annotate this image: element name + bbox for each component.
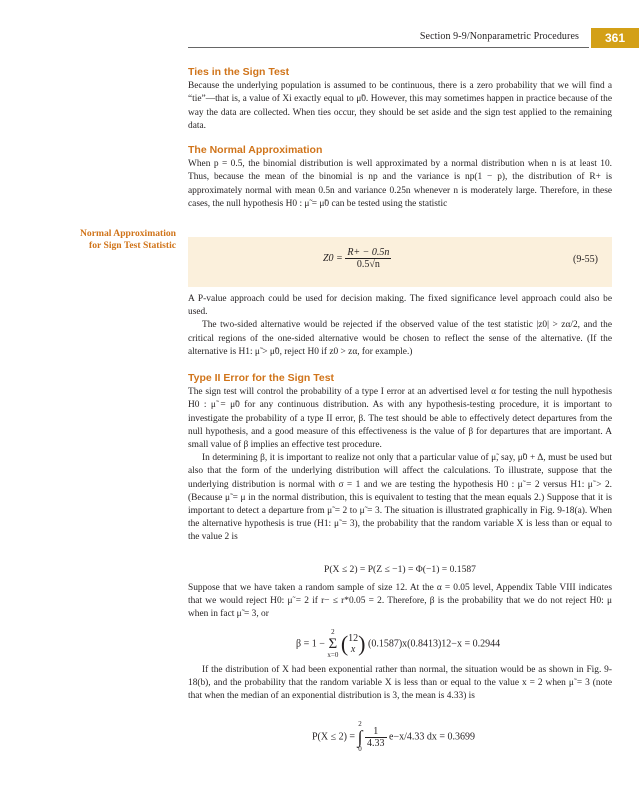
running-header xyxy=(0,28,639,48)
beta-body: (0.1587)x(0.8413)12−x = 0.2944 xyxy=(367,638,501,650)
equation-number: (9-55) xyxy=(573,254,598,265)
normal-section xyxy=(188,144,612,211)
type2-paragraph-1: The sign test will control the probability of a type I error at an advertised level α for testing the null hypothesis H0 : μ̃ = μ̃0 for any continuous distribution. As with any hypothesis-testing procedure, it is important to investigate the probability of a type II error, β. The test should be able to effectively detect departures from the null hypothesis, and a good measure of this effectiveness is the value of β for departures that are important. A small value of β implies an effective test procedure. xyxy=(188,387,612,451)
margin-label-line2: for Sign Test Statistic xyxy=(89,240,176,251)
normal-after-2: The two-sided alternative would be rejected if the observed value of the test statistic |z0| > zα/2, and the critical regions of the one-sided alternative would be chosen to reflect the sense of the alternative. (If the alternative is H1: μ̃ > μ̃0, reject H0 if z0 > zα, for example.) xyxy=(188,320,612,357)
sign-test-statistic-equation xyxy=(323,247,391,270)
header-rule xyxy=(188,47,589,48)
eq-lhs: Z0 = xyxy=(323,253,343,264)
type2-paragraph-2: In determining β, it is important to realize not only that a particular value of μ̃, say, μ̃0 + Δ, must be used but also that the form of the underlying distribution will affect the calculations. To illustrate, suppose that the underlying distribution is normal with σ = 1 and we are testing the hypothesis H0 : μ̃ = 2 versus H1: μ̃ > 2. (Because μ̃ = μ in the normal distribution, this is equivalent to testing that the mean equals 2.) Suppose that it is important to detect a departure from μ̃ = 2 to μ̃ = 3. The situation is illustrated graphically in Fig. 9-18(a). When the alternative hypothesis is true (H1: μ̃ = 3), the probability that the random variable X is less than or equal to the value 2 is xyxy=(188,453,612,543)
int-lower: 0 xyxy=(358,745,362,753)
type2-section xyxy=(188,372,612,545)
normal-paragraph: When p = 0.5, the binomial distribution is well approximated by a normal distribution when n is at least 10. Thus, because the mean of the binomial is np and the variance is np(1 − p), the distribution of R+ is approximately normal with mean 0.5n and variance 0.25n whenever n is moderately large. Therefore, in these cases, the null hypothesis H0 : μ̃ = μ̃0 can be tested using the statistic xyxy=(188,159,612,209)
binom-k: x xyxy=(350,644,356,655)
exp-frac-den: 4.33 xyxy=(367,737,385,749)
exp-body: e−x/4.33 dx = 0.3699 xyxy=(389,731,476,743)
exp-lhs: P(X ≤ 2) = xyxy=(312,731,356,743)
type2-paragraph-4-wrap xyxy=(188,664,612,704)
integral-symbol: ∫ xyxy=(357,727,363,747)
summation xyxy=(327,628,338,660)
sum-lower: x=0 xyxy=(327,651,339,659)
sigma-symbol: Σ xyxy=(328,636,338,652)
exp-frac-num: 1 xyxy=(365,726,387,738)
binom-paren-right: ) xyxy=(358,631,366,656)
normal-heading: The Normal Approximation xyxy=(188,144,323,156)
sum-upper: 2 xyxy=(331,628,335,636)
ties-heading: Ties in the Sign Test xyxy=(188,66,290,78)
section-title: Section 9-9/Nonparametric Procedures xyxy=(419,31,579,42)
normal-continued xyxy=(188,293,612,359)
equation-box xyxy=(188,237,612,287)
ties-paragraph: Because the underlying population is assumed to be continuous, there is a zero probability that we will find a “tie”—that is, a value of Xi exactly equal to μ̃0. However, this may sometimes happen in practice because of the way the data are collected. When ties occur, they should be set aside and the sign test applied to the remaining data. xyxy=(188,81,612,131)
beta-lhs: β = 1 − xyxy=(296,638,325,650)
eq-denominator: 0.5√n xyxy=(356,259,380,270)
margin-label-line1: Normal Approximation xyxy=(79,228,176,239)
page-number: 361 xyxy=(591,28,639,48)
ties-section xyxy=(188,66,612,133)
eq-numerator: R+ − 0.5n xyxy=(347,247,390,258)
exponential-probability-equation xyxy=(312,720,475,754)
type2-paragraph-3: Suppose that we have taken a random sample of size 12. At the α = 0.05 level, Appendix Table VIII indicates that we would reject H0: μ̃ = 2 if r− ≤ r*0.05 = 2. Therefore, β is the probability that we do not reject H0: μ when in fact μ̃ = 3, or xyxy=(188,583,612,620)
binom-paren-left: ( xyxy=(340,631,349,656)
probability-equation-normal: P(X ≤ 2) = P(Z ≤ −1) = Φ(−1) = 0.1587 xyxy=(324,564,476,575)
margin-label xyxy=(40,228,176,252)
int-upper: 2 xyxy=(358,720,362,728)
eq-fraction xyxy=(345,247,391,270)
integral xyxy=(358,720,363,754)
binom-n: 12 xyxy=(348,633,359,644)
exp-fraction xyxy=(365,726,387,749)
type2-heading: Type II Error for the Sign Test xyxy=(188,372,335,384)
beta-equation xyxy=(296,628,500,660)
type2-paragraph-3-wrap xyxy=(188,582,612,622)
binomial xyxy=(348,633,358,655)
type2-paragraph-4: If the distribution of X had been exponential rather than normal, the situation would be as shown in Fig. 9-18(b), and the probability that the random variable X is less than or equal to the value x = 2 when μ̃ = 3 (note that when the median of an exponential distribution is 3, the mean is 4.33) is xyxy=(188,665,612,702)
normal-after-1: A P-value approach could be used for decision making. The fixed significance level approach could also be used. xyxy=(188,294,612,318)
